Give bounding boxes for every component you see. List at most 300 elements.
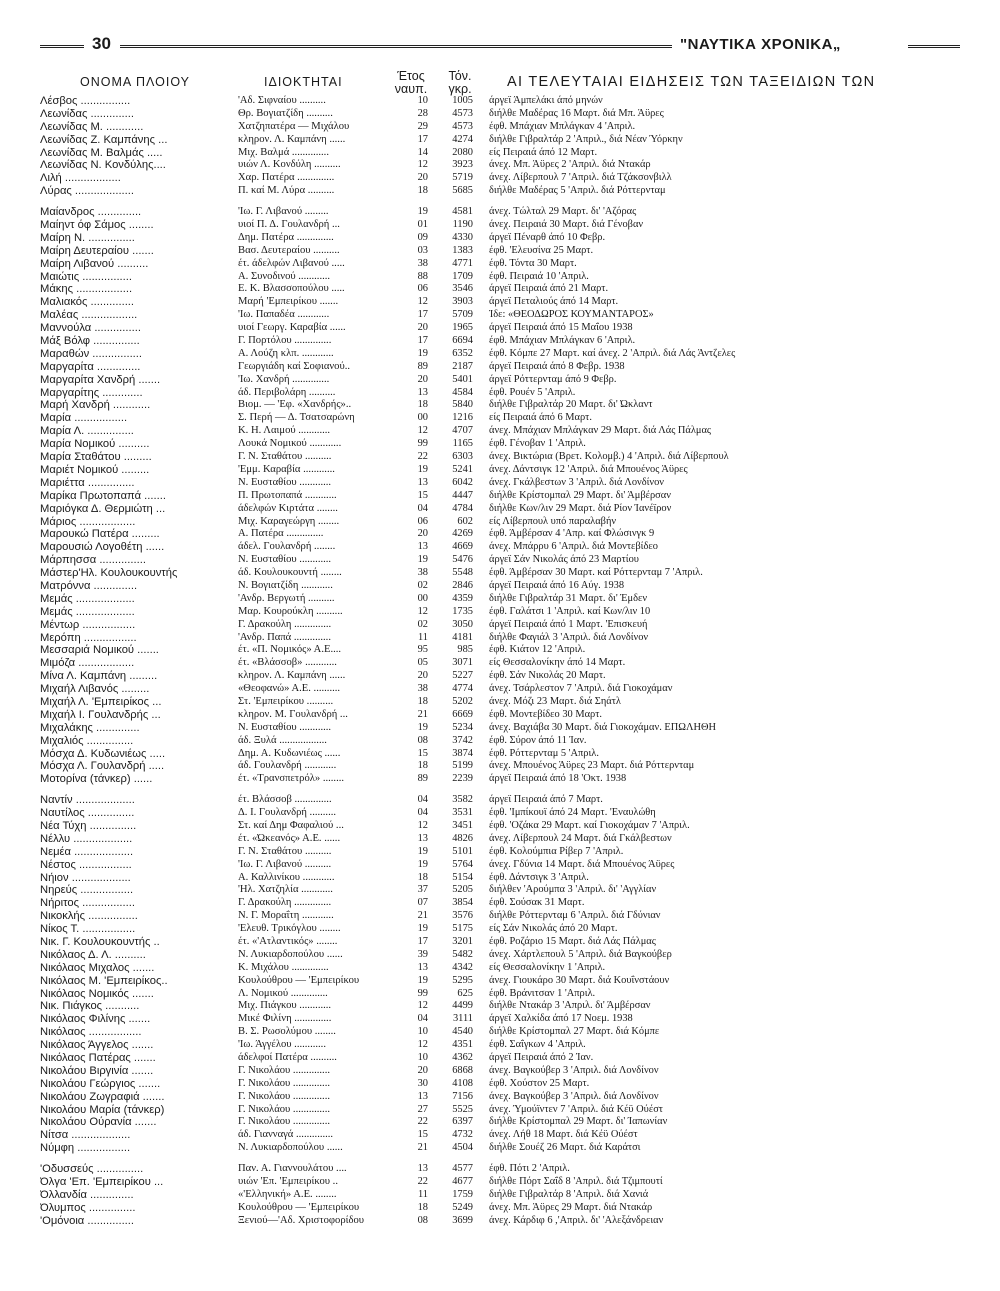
- year-built: 08: [417, 734, 428, 746]
- tonnage: 5548: [452, 567, 473, 579]
- latest-news: διήλθε Σουέζ 26 Μαρτ. διά Καράτσι: [489, 1142, 641, 1154]
- owner: Κ. Μιχάλου ..............: [238, 961, 329, 973]
- table-row: [0, 477, 1000, 490]
- tonnage: 5401: [452, 373, 473, 385]
- latest-news: άργεϊ Πειραιά άπό 18 'Οκτ. 1938: [489, 773, 627, 785]
- owner: Παν. Α. Γιαννουλάτου ....: [238, 1163, 347, 1175]
- latest-news: άνεχ. Βαγκούβερ 3 'Απριλ. διά Λονδίνον: [489, 1090, 659, 1102]
- tonnage: 4108: [452, 1077, 473, 1089]
- latest-news: διήλθεν 'Αρούμπα 3 'Απριλ. δι' 'Αγγλίαν: [489, 884, 657, 896]
- ship-name: Νικολάου Ούρανία .......: [40, 1116, 157, 1129]
- tonnage: 4330: [452, 231, 473, 243]
- owner: 'Αδ. Σιφναίου ..........: [238, 95, 326, 106]
- ship-name: Μαρία Σταθάτου .........: [40, 451, 152, 464]
- year-built: 10: [417, 1052, 428, 1064]
- tonnage: 5175: [452, 923, 473, 935]
- ship-name: Μερόπη .................: [40, 631, 137, 644]
- table-row: [0, 670, 1000, 683]
- tonnage: 5199: [452, 760, 473, 772]
- ship-name: Λεωνίδας Ζ. Καμπάνης ...: [40, 133, 168, 146]
- owner: Α. Συνοδινού ............: [238, 270, 331, 282]
- table-row: [0, 425, 1000, 438]
- tonnage: 7156: [452, 1090, 473, 1102]
- table-row: [0, 438, 1000, 451]
- owner: Γ. Δρακούλη ..............: [238, 618, 332, 630]
- ship-name: Νίκος Τ. .................: [40, 923, 136, 936]
- table-row: [0, 1104, 1000, 1117]
- column-header-latest-news: ΑΙ ΤΕΛΕΥΤΑΙΑΙ ΕΙΔΗΣΕΙΣ ΤΩΝ ΤΑΞΕΙΔΙΩΝ ΤΩΝ: [507, 74, 876, 90]
- owner: Ν. Λυκιαρδοπούλου ......: [238, 948, 343, 960]
- latest-news: διήλθε Κων/λιν 29 Μαρτ. διά Ρίον Ίανέϊρον: [489, 502, 672, 514]
- table-section: [0, 206, 1000, 786]
- table-row: [0, 1000, 1000, 1013]
- latest-news: άνεχ. Χάρτλεπουλ 5 'Απριλ. διά Βαγκούβερ: [489, 948, 672, 960]
- tonnage: 1709: [452, 270, 473, 282]
- tonnage: 5234: [452, 721, 473, 733]
- table-row: [0, 1013, 1000, 1026]
- table-section: [0, 95, 1000, 198]
- tonnage: 4732: [452, 1129, 473, 1141]
- ship-name: Μαριέτ Νομικού .........: [40, 463, 150, 476]
- owner: 'Ιω. Παπαδέα ............: [238, 309, 330, 321]
- table-row: [0, 683, 1000, 696]
- owner: άδ. Κουλουκουντή ........: [238, 567, 342, 579]
- ship-name: Μιχαήλ Ι. Γουλανδρής ...: [40, 708, 161, 721]
- owner: υιών 'Επ. 'Εμπειρίκου ..: [238, 1176, 338, 1188]
- table-row: [0, 807, 1000, 820]
- ship-name: Λεωνίδας Μ. ............: [40, 120, 144, 133]
- ship-name: Νικολάου Γεώργιος .......: [40, 1077, 161, 1090]
- tonnage: 3546: [452, 283, 473, 295]
- ship-name: Μάστερ'Ηλ. Κουλουκουντής: [40, 567, 178, 580]
- latest-news: έφθ. Άμβέρσαν 4 'Απρ. καί Φλώσινγκ 9: [489, 528, 655, 540]
- latest-news: έφθ. Σούσακ 31 Μαρτ.: [489, 897, 585, 909]
- table-row: [0, 296, 1000, 309]
- ship-name: Νικόλαος Νομικός .......: [40, 987, 154, 1000]
- year-built: 13: [417, 1163, 428, 1175]
- owner: Ξενιού—'Αδ. Χριστοφορίδου: [238, 1214, 365, 1226]
- table-row: [0, 528, 1000, 541]
- owner: Μιχ. Καραγεώργη ........: [238, 515, 340, 527]
- owner: άδ. Ξυλά ..................: [238, 734, 327, 746]
- table-row: [0, 451, 1000, 464]
- owner: Κουλούθρου — 'Εμπειρίκου: [238, 1201, 360, 1213]
- latest-news: άνεχ. Μπουένος Άϋρες 23 Μαρτ. διά Ρόττερνταμ: [489, 760, 695, 772]
- latest-news: άργεϊ Χαλκίδα άπό 17 Νοεμ. 1938: [489, 1013, 633, 1025]
- table-row: [0, 271, 1000, 284]
- ship-name: Μοτορίνα (τάνκερ) ......: [40, 773, 153, 786]
- ship-name: Μαρία Λ. ...............: [40, 425, 134, 438]
- table-row: [0, 412, 1000, 425]
- year-built: 27: [417, 1103, 428, 1115]
- owner: Ν. Ευσταθίου ............: [238, 554, 332, 566]
- ship-name: Μαίρη Λιβανού ..........: [40, 257, 149, 270]
- table-row: [0, 374, 1000, 387]
- latest-news: διήλθε Πόρτ Σαΐδ 8 'Απριλ. διά Τζιμπουτί: [489, 1176, 663, 1188]
- page-number: 30: [92, 34, 111, 53]
- year-built: 19: [417, 858, 428, 870]
- table-row: [0, 1215, 1000, 1228]
- latest-news: διήλθε Γιβραλτάρ 31 Μαρτ. δι' Έμδεν: [489, 592, 648, 604]
- owner: Λουκά Νομικού ............: [238, 438, 342, 450]
- year-header-line-2: ναυπ.: [394, 82, 428, 96]
- table-row: [0, 108, 1000, 121]
- table-row: [0, 121, 1000, 134]
- tonnage: 2080: [452, 146, 473, 158]
- latest-news: διήλθε Ρόττερνταμ 6 'Απριλ. διά Γδύνιαν: [489, 910, 661, 922]
- table-row: [0, 185, 1000, 198]
- latest-news: είς Πειραιά άπό 12 Μαρτ.: [489, 146, 598, 158]
- table-row: [0, 619, 1000, 632]
- tonnage: 4499: [452, 1000, 473, 1012]
- tonnage: 4274: [452, 133, 473, 145]
- table-row: [0, 884, 1000, 897]
- owner: Γ. Νικολάου ..............: [238, 1103, 331, 1115]
- owner: Ε. Κ. Βλασσοπούλου .....: [238, 283, 345, 295]
- table-row: [0, 232, 1000, 245]
- table-row: [0, 464, 1000, 477]
- ship-name: Λύρας ...................: [40, 185, 134, 198]
- tonnage: 4573: [452, 107, 473, 119]
- latest-news: άνεχ. Τσάρλεστον 7 'Απριλ. διά Γιοκοχάμαν: [489, 683, 673, 695]
- table-row: [0, 794, 1000, 807]
- tonnage: 4447: [452, 489, 473, 501]
- year-built: 37: [417, 884, 428, 896]
- latest-news: άνεχ. Μπ. Άϋρες 29 Μαρτ. διά Ντακάρ: [489, 1201, 653, 1213]
- ship-name: Μεμάς ...................: [40, 592, 135, 605]
- ship-name: Μαριόγκα Δ. Θερμιώτη ...: [40, 502, 166, 515]
- ship-name: Μαραθών ................: [40, 347, 143, 360]
- latest-news: έφθ. Δάντσιγκ 3 'Απριλ.: [489, 871, 589, 883]
- latest-news: έφθ. Μπάχιαν Μπλάγκαν 6 'Απριλ.: [489, 335, 636, 347]
- latest-news: άνεχ. Βικτώρια (Βρετ. Κολομβ.) 4 'Απριλ. διά Λίβερπουλ: [489, 451, 729, 463]
- table-row: [0, 1176, 1000, 1189]
- tonnage-header-line-1: Τόν.: [448, 69, 472, 83]
- table-row: [0, 1039, 1000, 1052]
- year-built: 13: [417, 476, 428, 488]
- column-header-ship-name: ΟΝΟΜΑ ΠΛΟΙΟΥ: [80, 75, 190, 89]
- ship-name: Νήριτος .................: [40, 897, 135, 910]
- latest-news: διήλθε Γιβραλτάρ 8 'Απριλ. διά Χανιά: [489, 1188, 649, 1200]
- ship-name: Μάρπησσα ...............: [40, 554, 146, 567]
- ship-name: Μαλέας ..................: [40, 309, 138, 322]
- tonnage: 5101: [452, 845, 473, 857]
- latest-news: έφθ. Ρόττερνταμ 5 'Απριλ.: [489, 747, 599, 759]
- owner: Γ. Νικολάου ..............: [238, 1090, 331, 1102]
- ship-name: Νικόλαος Πατέρας .......: [40, 1052, 156, 1065]
- year-built: 20: [417, 373, 428, 385]
- tonnage: 5482: [452, 948, 473, 960]
- owner: 'Ιω. Γ. Λιβανού ..........: [238, 858, 332, 870]
- table-row: [0, 516, 1000, 529]
- latest-news: άργεϊ Πειραιά άπό 1 Μαρτ. 'Επισκευή: [489, 618, 648, 630]
- tonnage: 5476: [452, 554, 473, 566]
- year-built: 20: [417, 172, 428, 184]
- year-built: 20: [417, 322, 428, 334]
- owner: Λ. Νομικού ..............: [238, 987, 328, 999]
- latest-news: άργεϊ Πειραιά άπό 7 Μαρτ.: [489, 794, 603, 806]
- tonnage: 4362: [452, 1052, 473, 1064]
- owner: Π. Πρωτοπαπά ............: [238, 489, 337, 501]
- owner: Μικέ Φιλίνη ..............: [238, 1013, 332, 1025]
- owner: έτ. άδελφών Λιβανού .....: [238, 257, 345, 269]
- table-row: [0, 910, 1000, 923]
- tonnage: 4707: [452, 425, 473, 437]
- latest-news: άνεχ. Λίβερπουλ 7 'Απριλ. διά Τζάκσονβιλλ: [489, 172, 672, 184]
- tonnage: 4677: [452, 1176, 473, 1188]
- table-row: [0, 503, 1000, 516]
- owner: Γ. Πορτόλου ..............: [238, 335, 332, 347]
- year-built: 28: [417, 107, 428, 119]
- year-built: 38: [417, 257, 428, 269]
- owner: έτ. «Τρανσπετρόλ» ........: [238, 773, 345, 785]
- tonnage: 6042: [452, 476, 473, 488]
- table-row: [0, 657, 1000, 670]
- latest-news: διήλθε Μαδέρας 16 Μαρτ. διά Μπ. Άϋρες: [489, 107, 664, 119]
- latest-news: έφθ. Ρουέν 5 'Απριλ.: [489, 386, 576, 398]
- owner: κληρον. Λ. Καμπάνη ......: [238, 670, 346, 682]
- tonnage: 6868: [452, 1064, 473, 1076]
- ship-name: Όλγα 'Επ. 'Εμπειρίκου ...: [40, 1176, 164, 1189]
- ship-name: Μάριος ..................: [40, 515, 136, 528]
- table-row: [0, 159, 1000, 172]
- latest-news: είς Πειραιά άπό 6 Μαρτ.: [489, 412, 592, 424]
- ship-name: Νικόλαος .................: [40, 1026, 142, 1039]
- year-built: 22: [417, 1116, 428, 1128]
- table-row: [0, 644, 1000, 657]
- header-rule-left: [40, 45, 84, 48]
- column-header-year-built: [384, 70, 438, 96]
- year-built: 07: [417, 897, 428, 909]
- year-built: 04: [417, 794, 428, 806]
- tonnage: 5241: [452, 463, 473, 475]
- year-built: 12: [417, 296, 428, 308]
- latest-news: άργεϊ Σάν Νικολάς άπό 23 Μαρτίου: [489, 554, 639, 566]
- year-built: 18: [417, 695, 428, 707]
- tonnage: 5685: [452, 185, 473, 197]
- ship-name: Μαργαρίτα Χανδρή .......: [40, 373, 161, 386]
- owner: Γ. Νικολάου ..............: [238, 1077, 331, 1089]
- header-rule-right: [908, 45, 960, 48]
- latest-news: άνεχ. Γιουκάρο 30 Μαρτ. διά Κουΐνστάουν: [489, 974, 670, 986]
- owner: Χαρ. Πατέρα ..............: [238, 172, 335, 184]
- ship-name: Μαίηντ όφ Σάμος ........: [40, 219, 154, 232]
- year-built: 18: [417, 399, 428, 411]
- ship-name: Μάκης ..................: [40, 283, 133, 296]
- latest-news: διήλθε Γιβραλτάρ 2 'Απριλ., διά Νέαν Ύόρκην: [489, 133, 683, 145]
- owner: υιοί Γεωργ. Καραβία ......: [238, 322, 346, 334]
- latest-news: έφθ. Σύρον άπό 11 Ίαν.: [489, 734, 587, 746]
- ship-name: Μαίρη Δευτεραίου .......: [40, 244, 154, 257]
- table-row: [0, 567, 1000, 580]
- owner: άδελ. Γουλανδρή ........: [238, 541, 336, 553]
- year-built: 04: [417, 1013, 428, 1025]
- year-built: 22: [417, 1176, 428, 1188]
- tonnage: 4774: [452, 683, 473, 695]
- latest-news: διήλθε Γιβραλτάρ 20 Μαρτ. δι' Ώκλαντ: [489, 399, 653, 411]
- year-built: 18: [417, 185, 428, 197]
- latest-news: έφθ. 'Ελευσίνα 25 Μαρτ.: [489, 244, 594, 256]
- latest-news: έφθ. Γένοβαν 1 'Απριλ.: [489, 438, 586, 450]
- tonnage: 4342: [452, 961, 473, 973]
- owner: Γ. Ν. Σταθάτου ..........: [238, 451, 332, 463]
- latest-news: έφθ. Κολούμπια Ρίβερ 7 'Απριλ.: [489, 845, 624, 857]
- table-row: [0, 387, 1000, 400]
- year-built: 06: [417, 283, 428, 295]
- latest-news: έφθ. Σάν Νικολάς 20 Μαρτ.: [489, 670, 606, 682]
- table-row: [0, 335, 1000, 348]
- year-built: 02: [417, 618, 428, 630]
- ship-name: Νικοκλής ................: [40, 910, 138, 923]
- year-built: 22: [417, 451, 428, 463]
- tonnage: 4826: [452, 832, 473, 844]
- tonnage: 6397: [452, 1116, 473, 1128]
- year-built: 18: [417, 1201, 428, 1213]
- latest-news: άνεχ. Μπάρρυ 6 'Απριλ. διά Μοντεβίδεο: [489, 541, 658, 553]
- year-built: 08: [417, 1214, 428, 1226]
- tonnage: 3451: [452, 819, 473, 831]
- table-row: [0, 859, 1000, 872]
- table-row: [0, 1189, 1000, 1202]
- year-built: 17: [417, 936, 428, 947]
- latest-news: άνεχ. Βαγκούβερ 3 'Απριλ. διά Λονδίνον: [489, 1064, 659, 1076]
- latest-news: έφθ. Ροζάριο 15 Μαρτ. διά Λάς Πάλμας: [489, 936, 656, 947]
- table-row: [0, 632, 1000, 645]
- owner: Μαρή 'Εμπειρίκου .......: [238, 296, 339, 308]
- year-header-line-1: Έτος: [397, 69, 425, 83]
- year-built: 38: [417, 567, 428, 579]
- latest-news: άργεϊ Πέναρθ άπό 10 Φεβρ.: [489, 231, 606, 243]
- tonnage: 3854: [452, 897, 473, 909]
- owner: 'Ανδρ. Βεργωτή ..........: [238, 592, 335, 604]
- owner: Χατζηπατέρα — Μιχάλου: [238, 120, 350, 132]
- ship-name: Μιχαλάκης ..............: [40, 721, 140, 734]
- ship-name: 'Ομόνοια ...............: [40, 1214, 135, 1227]
- table-row: [0, 554, 1000, 567]
- owner: Στ. καί Δημ Φαφαλιού ...: [238, 819, 344, 831]
- ship-name: Μιχαήλ Λ. 'Εμπειρίκος ...: [40, 695, 162, 708]
- tonnage: 5295: [452, 974, 473, 986]
- year-built: 13: [417, 832, 428, 844]
- ship-name: Μιχαήλ Λιβανός .........: [40, 683, 150, 696]
- latest-news: διήλθε Ντακάρ 3 'Απριλ. δι' Άμβέρσαν: [489, 1000, 651, 1012]
- year-built: 19: [417, 206, 428, 218]
- year-built: 89: [417, 360, 428, 372]
- year-built: 19: [417, 463, 428, 475]
- ship-name: Λιλή ..................: [40, 172, 121, 185]
- latest-news: άργεϊ Πειραιά άπό 15 Μαΐου 1938: [489, 322, 633, 334]
- tonnage: 2846: [452, 579, 473, 591]
- owner: Κ. Η. Λαιμού ............: [238, 425, 331, 437]
- table-row: [0, 748, 1000, 761]
- latest-news: έφθ. 'Οζάκα 29 Μαρτ. καί Γιοκοχάμαν 7 'Απριλ.: [489, 819, 690, 831]
- latest-news: άνεχ. Ύμούϊντεν 7 'Απριλ. διά Κέϋ Ούέστ: [489, 1103, 663, 1115]
- year-built: 13: [417, 386, 428, 398]
- table-row: [0, 975, 1000, 988]
- latest-news: άνεχ. Μπ. Άϋρες 2 'Απριλ. διά Ντακάρ: [489, 159, 651, 171]
- year-built: 03: [417, 244, 428, 256]
- year-built: 04: [417, 807, 428, 819]
- owner: Δημ. Πατέρα ..............: [238, 231, 334, 243]
- tonnage: 2187: [452, 360, 473, 372]
- ship-name: Νικ. Πιάγκος ...........: [40, 1000, 140, 1013]
- ship-name: Νέλλυ ...................: [40, 832, 133, 845]
- ship-name: Νικόλαος Δ. Λ. ..........: [40, 948, 146, 961]
- year-built: 19: [417, 974, 428, 986]
- latest-news: άργεϊ Πειραιά άπό 21 Μαρτ.: [489, 283, 609, 295]
- latest-news: άνεχ. Πειραιά 30 Μαρτ. διά Γένοβαν: [489, 219, 644, 231]
- tonnage: 4669: [452, 541, 473, 553]
- tonnage: 4351: [452, 1039, 473, 1051]
- ship-name: Μαίανδρος ..............: [40, 206, 142, 219]
- tonnage: 5202: [452, 695, 473, 707]
- table-row: [0, 490, 1000, 503]
- owner: Μιχ. Βαλμά ..............: [238, 146, 329, 158]
- ship-name: Μόσχα Λ. Γουλανδρή .....: [40, 760, 165, 773]
- ship-name: Μαρουσιώ Λογοθέτη ......: [40, 541, 165, 554]
- year-built: 15: [417, 1129, 428, 1141]
- ship-name: Νηρεύς .................: [40, 884, 134, 897]
- latest-news: διήλθε Κρίστομπαλ 27 Μαρτ. διά Κόμπε: [489, 1026, 660, 1038]
- table-row: [0, 593, 1000, 606]
- latest-news: έφθ. Μοντεβίδεο 30 Μαρτ.: [489, 708, 602, 720]
- owner: 'Ανδρ. Παπά ..............: [238, 631, 331, 643]
- table-row: [0, 1026, 1000, 1039]
- latest-news: έφθ. Γαλάτσι 1 'Απριλ. καί Κων/λιν 10: [489, 605, 651, 617]
- year-built: 17: [417, 133, 428, 145]
- tonnage: 3874: [452, 747, 473, 759]
- table-section: [0, 1163, 1000, 1227]
- table-row: [0, 1202, 1000, 1215]
- owner: Ν. Γ. Μοραΐτη ............: [238, 910, 334, 922]
- year-built: 11: [417, 1188, 428, 1200]
- ship-name: Μαίρη Ν. ...............: [40, 231, 135, 244]
- year-built: 19: [417, 845, 428, 857]
- ship-name: Μαρουκώ Πατέρα .........: [40, 528, 160, 541]
- tonnage: 3576: [452, 910, 473, 922]
- latest-news: άνεχ. Λήθ 18 Μαρτ. διά Κέϋ Ούέστ: [489, 1129, 638, 1141]
- tonnage: 4504: [452, 1142, 473, 1154]
- latest-news: άργεϊ Ρόττερνταμ άπό 9 Φεβρ.: [489, 373, 617, 385]
- owner: 'Ηλ. Χατζηλία ............: [238, 884, 333, 896]
- ship-table: [0, 95, 1000, 1228]
- latest-news: άργεϊ Πειραιά άπό 16 Αύγ. 1938: [489, 579, 625, 591]
- year-built: 00: [417, 412, 428, 424]
- ship-name: Νικ. Γ. Κουλουκουντής ..: [40, 936, 160, 948]
- owner: Ν. Ευσταθίου ............: [238, 721, 332, 733]
- header-rule-middle: [120, 45, 672, 48]
- tonnage: 4771: [452, 257, 473, 269]
- latest-news: άργεϊ Πειραιά άπό 2 Ίαν.: [489, 1052, 594, 1064]
- ship-name: Νήιον ...................: [40, 871, 131, 884]
- year-built: 95: [417, 644, 428, 656]
- owner: Μαρ. Κουρούκλη ..........: [238, 605, 343, 617]
- latest-news: άργεϊ Πειραιά άπό 8 Φεβρ. 1938: [489, 360, 625, 372]
- tonnage: 5719: [452, 172, 473, 184]
- ship-name: Νικολάου Βιργινία .......: [40, 1064, 154, 1077]
- tonnage: 4784: [452, 502, 473, 514]
- latest-news: έφθ. Πειραιά 10 'Απριλ.: [489, 270, 589, 282]
- ship-name: Λεωνίδας Ν. Κονδύλης....: [40, 159, 166, 172]
- latest-news: διήλθε Φαγιάλ 3 'Απριλ. διά Λονδίνον: [489, 631, 649, 643]
- tonnage: 5154: [452, 871, 473, 883]
- latest-news: άνεχ. Γκάλβεστων 3 'Απριλ. διά Λονδίνον: [489, 476, 665, 488]
- table-row: [0, 322, 1000, 335]
- ship-name: Λεωνίδας ..............: [40, 107, 134, 120]
- tonnage: 1190: [452, 219, 473, 231]
- owner: Γεωργιάδη καί Σοφιανού..: [238, 360, 350, 372]
- owner: έτ. Βλάσσοβ ..............: [238, 794, 332, 806]
